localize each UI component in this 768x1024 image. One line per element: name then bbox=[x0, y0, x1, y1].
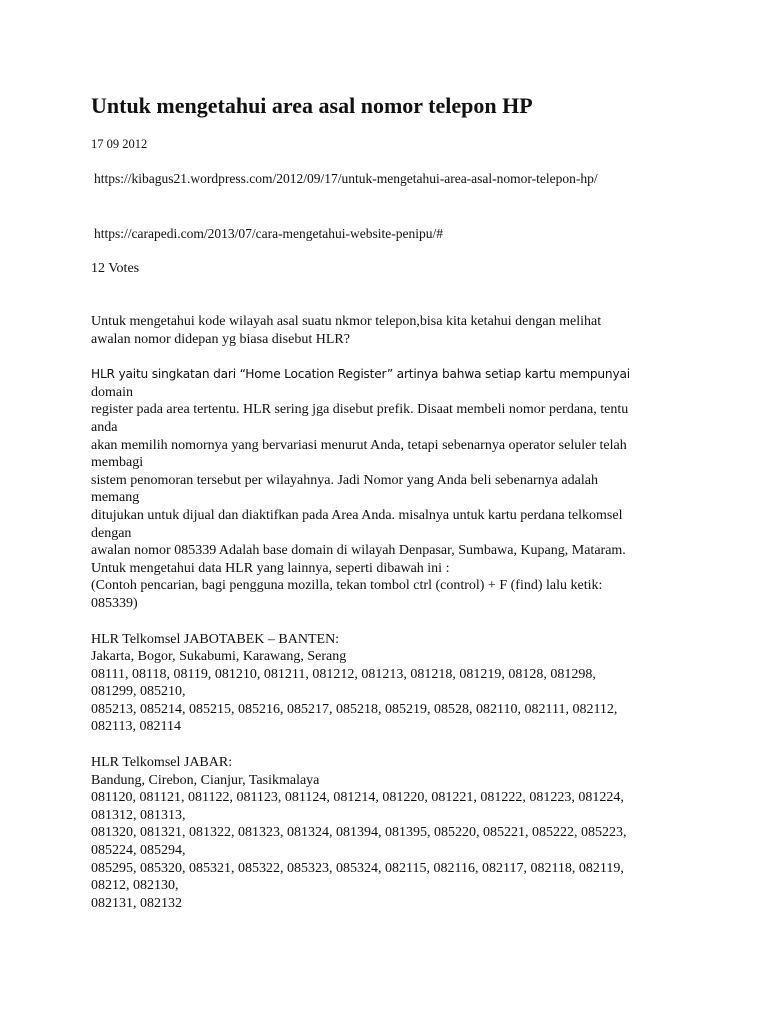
hlr-line: awalan nomor 085339 Adalah base domain di wilayah Denpasar, Sumbawa, Kupang, Mataram. bbox=[91, 543, 626, 559]
section-cities: Jakarta, Bogor, Sukabumi, Karawang, Serang bbox=[91, 649, 347, 665]
number-line: 082113, 082114 bbox=[91, 719, 181, 735]
page-title: Untuk mengetahui area asal nomor telepon HP bbox=[91, 93, 533, 118]
hlr-line: register pada area tertentu. HLR sering jga disebut prefik. Disaat membeli nomor perdana, tentu bbox=[91, 402, 629, 418]
number-line: 08212, 082130, bbox=[91, 878, 179, 894]
number-line: 085295, 085320, 085321, 085322, 085323, 085324, 082115, 082116, 082117, 082118, 082119, bbox=[91, 860, 624, 876]
source-link-2[interactable]: https://carapedi.com/2013/07/cara-mengetahui-website-penipu/# bbox=[94, 226, 444, 241]
hlr-line: membagi bbox=[91, 455, 144, 471]
number-line: 082131, 082132 bbox=[91, 895, 182, 911]
hlr-line: anda bbox=[91, 419, 118, 435]
number-line: 081299, 085210, bbox=[91, 684, 186, 700]
hlr-paragraph bbox=[91, 366, 681, 612]
number-line: 08111, 08118, 08119, 081210, 081211, 081212, 081213, 081218, 081219, 08128, 081298, bbox=[91, 666, 596, 682]
hlr-line: 085339) bbox=[91, 595, 138, 611]
hlr-line: ditujukan untuk dijual dan diaktifkan pada Area Anda. misalnya untuk kartu perdana telkomsel bbox=[91, 507, 623, 523]
section-heading: HLR Telkomsel JABOTABEK – BANTEN: bbox=[91, 631, 340, 647]
intro-line: awalan nomor didepan yg biasa disebut HLR? bbox=[91, 331, 350, 347]
number-line: 085224, 085294, bbox=[91, 843, 186, 859]
source-link-1[interactable]: https://kibagus21.wordpress.com/2012/09/17/untuk-mengetahui-area-asal-nomor-telepon-hp/ bbox=[94, 171, 598, 186]
hlr-line: memang bbox=[91, 490, 140, 506]
number-line: 081120, 081121, 081122, 081123, 081124, 081214, 081220, 081221, 081222, 081223, 081224, bbox=[91, 790, 624, 806]
hlr-line: HLR yaitu singkatan dari “Home Location Register” artinya bahwa setiap kartu mempunyai bbox=[91, 367, 630, 382]
hlr-line: (Contoh pencarian, bagi pengguna mozilla, tekan tombol ctrl (control) + F (find) lalu ketik: bbox=[91, 578, 603, 594]
hlr-line: dengan bbox=[91, 525, 132, 541]
section-jabar bbox=[91, 754, 681, 912]
number-line: 085213, 085214, 085215, 085216, 085217, 085218, 085219, 08528, 082110, 082111, 082112, bbox=[91, 701, 618, 717]
votes-count: 12 Votes bbox=[91, 261, 140, 276]
hlr-line: Untuk mengetahui data HLR yang lainnya, seperti dibawah ini : bbox=[91, 560, 450, 576]
section-cities: Bandung, Cirebon, Cianjur, Tasikmalaya bbox=[91, 772, 320, 788]
article-body bbox=[91, 313, 681, 912]
number-line: 081312, 081313, bbox=[91, 807, 186, 823]
section-jabotabek bbox=[91, 631, 681, 737]
intro-line: Untuk mengetahui kode wilayah asal suatu nkmor telepon,bisa kita ketahui dengan melihat bbox=[91, 314, 602, 329]
section-heading: HLR Telkomsel JABAR: bbox=[91, 755, 233, 771]
hlr-line: sistem penomoran tersebut per wilayahnya. Jadi Nomor yang Anda beli sebenarnya adalah bbox=[91, 472, 598, 488]
post-date: 17 09 2012 bbox=[91, 137, 148, 151]
hlr-line: domain bbox=[91, 384, 133, 400]
hlr-line: akan memilih nomornya yang bervariasi menurut Anda, tetapi sebenarnya operator seluler telah bbox=[91, 437, 627, 453]
number-line: 081320, 081321, 081322, 081323, 081324, 081394, 081395, 085220, 085221, 085222, 085223, bbox=[91, 825, 627, 841]
intro-paragraph bbox=[91, 313, 681, 348]
